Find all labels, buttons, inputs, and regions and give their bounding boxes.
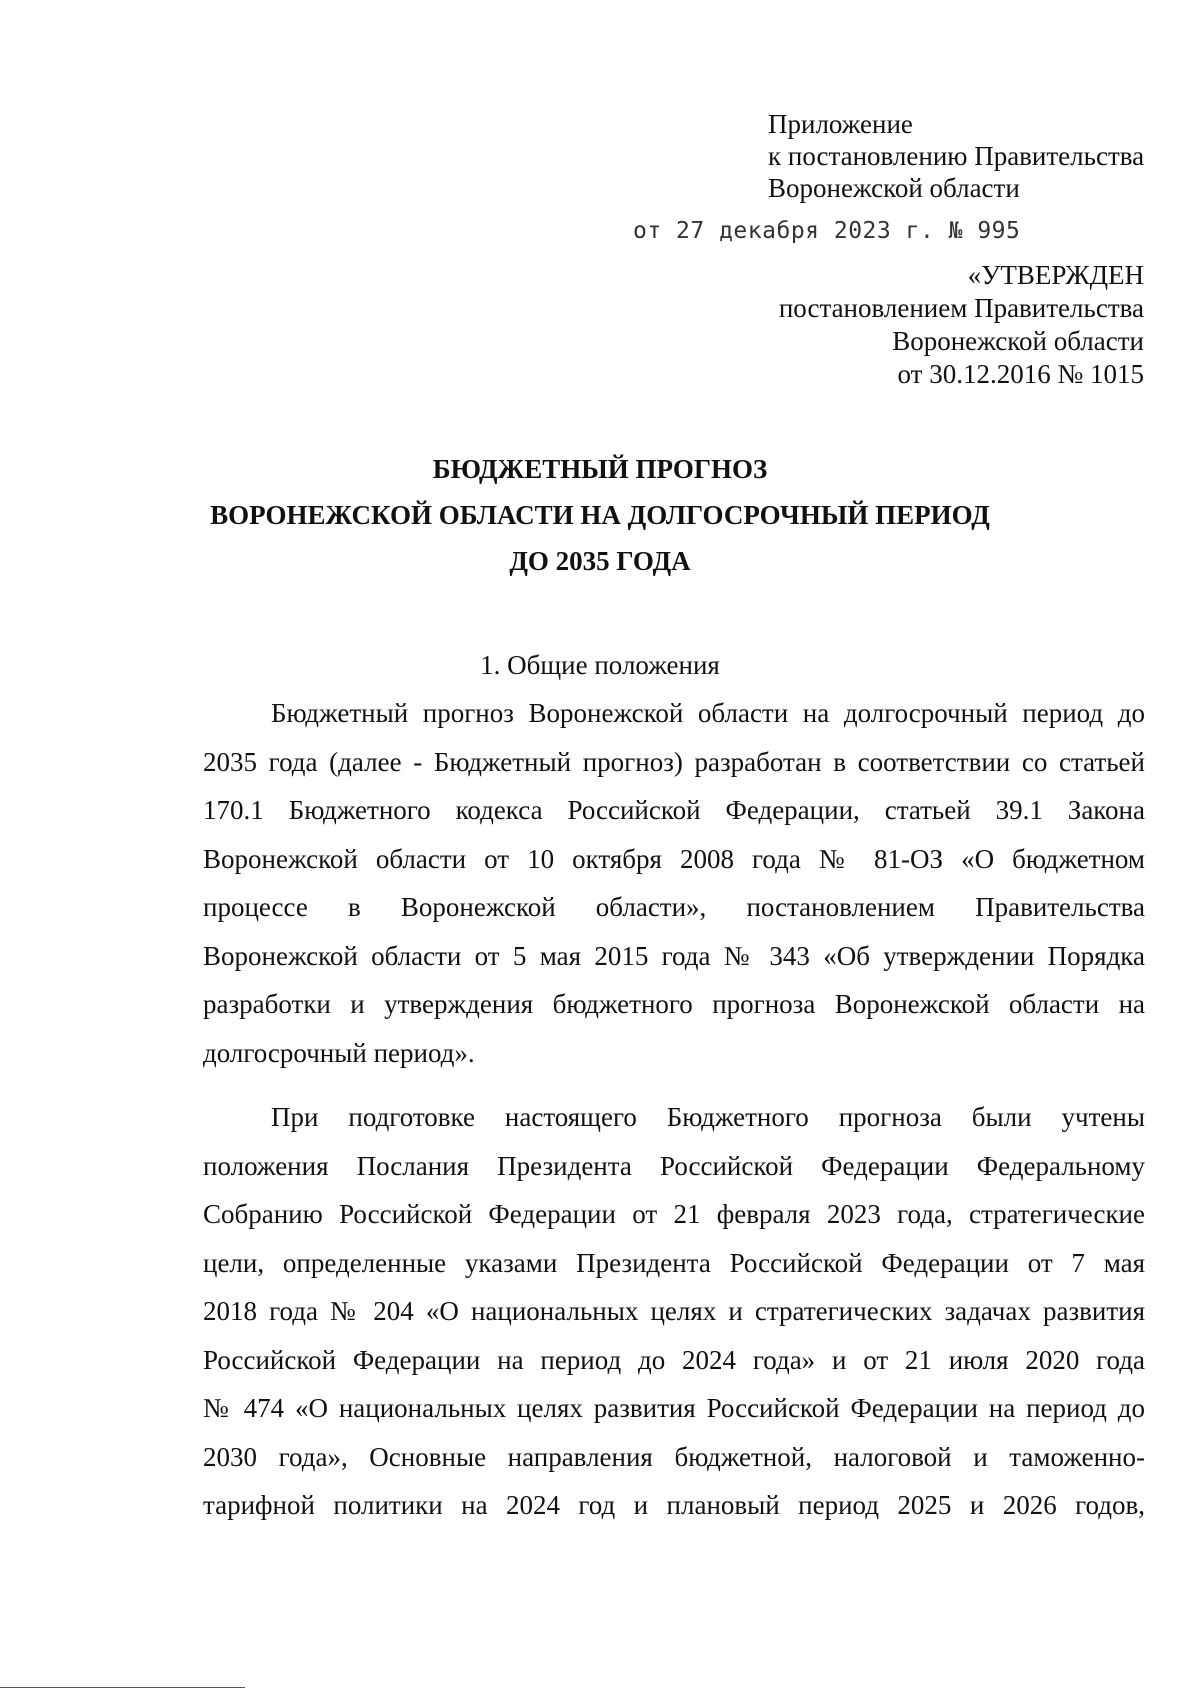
annex-line-1: Приложение <box>768 109 913 139</box>
document-title <box>0 446 1200 584</box>
text-line: Бюджетный прогноз Воронежской области на долгосрочный период до <box>271 698 1145 728</box>
text-line: Российской Федерации на период до 2024 года» и от 21 июля 2020 года <box>203 1344 1145 1375</box>
annex-line-3: Воронежской области <box>768 173 1020 203</box>
title-line-1: БЮДЖЕТНЫЙ ПРОГНОЗ <box>432 454 768 484</box>
text-line: долгосрочный период». <box>203 1037 475 1068</box>
text-line: 2018 года № 204 «О национальных целях и стратегических задачах развития <box>203 1296 1145 1326</box>
text-line: положения Послания Президента Российской Федерации Федеральному <box>203 1150 1145 1181</box>
body-text <box>203 689 1145 1530</box>
approval-line-3: Воронежской области <box>892 326 1144 356</box>
annex-block <box>768 108 1144 204</box>
annex-line-2: к постановлению Правительства <box>768 141 1145 171</box>
text-line: процессе в Воронежской области», постановлением Правительства <box>203 892 1145 922</box>
registration-stamp-date: от 27 декабря 2023 г. № 995 <box>633 218 1021 244</box>
title-line-3: ДО 2035 ГОДА <box>509 546 691 576</box>
section-heading: 1. Общие положения <box>480 650 720 680</box>
text-line: тарифной политики на 2024 год и плановый период 2025 и 2026 годов, <box>203 1490 1145 1520</box>
text-line: При подготовке настоящего Бюджетного прогноза были учтены <box>271 1102 1145 1132</box>
paragraph-gap <box>203 1077 1145 1093</box>
paragraph-2 <box>203 1093 1145 1530</box>
text-line: Воронежской области от 10 октября 2008 года № 81-ОЗ «О бюджетном <box>203 843 1145 874</box>
approval-block <box>779 259 1144 391</box>
approval-line-1: «УТВЕРЖДЕН <box>967 260 1144 290</box>
text-line: 2035 года (далее - Бюджетный прогноз) разработан в соответствии со статьей <box>203 746 1145 777</box>
approval-line-2: постановлением Правительства <box>778 293 1144 323</box>
text-line: цели, определенные указами Президента Российской Федерации от 7 мая <box>203 1247 1145 1278</box>
text-line: 170.1 Бюджетного кодекса Российской Федерации, статьей 39.1 Закона <box>203 795 1145 825</box>
text-line: Собранию Российской Федерации от 21 февраля 2023 года, стратегические <box>203 1199 1145 1229</box>
approval-line-4: от 30.12.2016 № 1015 <box>897 359 1144 389</box>
paragraph-1 <box>203 689 1145 1077</box>
text-line: разработки и утверждения бюджетного прогноза Воронежской области на <box>203 989 1145 1019</box>
text-line: 2030 года», Основные направления бюджетной, налоговой и таможенно- <box>203 1441 1145 1472</box>
text-line: Воронежской области от 5 мая 2015 года № 343 «Об утверждении Порядка <box>203 940 1145 971</box>
text-line: № 474 «О национальных целях развития Российской Федерации на период до <box>203 1393 1145 1423</box>
title-line-2: ВОРОНЕЖСКОЙ ОБЛАСТИ НА ДОЛГОСРОЧНЫЙ ПЕРИОД <box>210 500 990 530</box>
footer-rule <box>0 1687 245 1688</box>
